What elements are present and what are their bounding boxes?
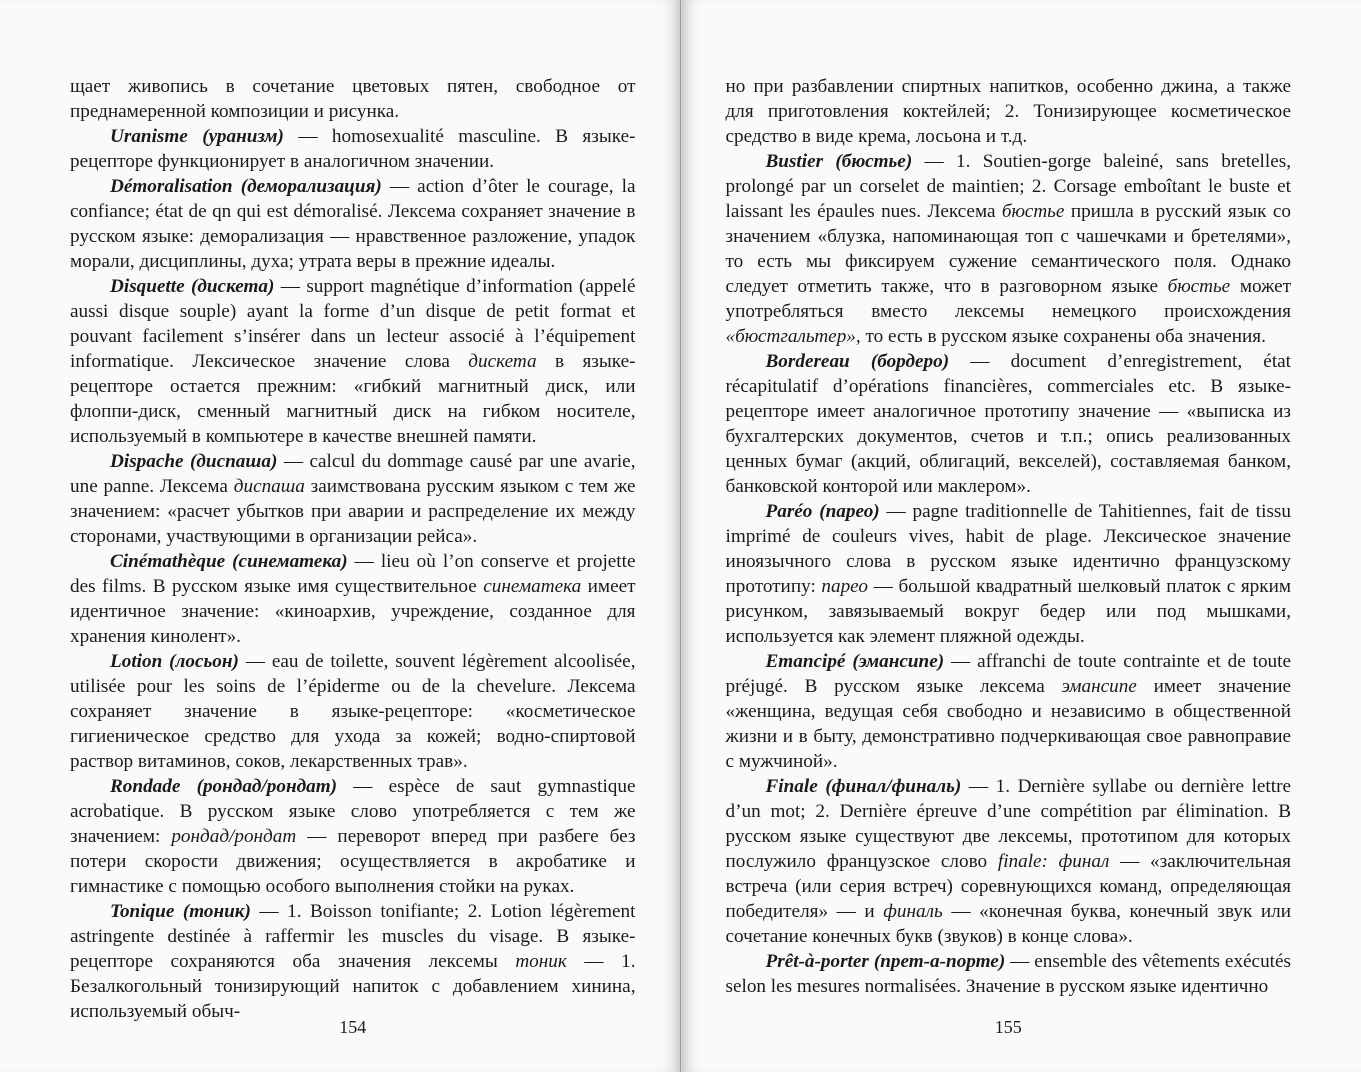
left-page-text xyxy=(70,74,636,1024)
entry-headword: Cinémathèque (синематека) xyxy=(110,551,348,572)
entry-paragraph: Finale (финал/финаль) — 1. Dernière syllabe ou dernière lettre d’un mot; 2. Dernière épreuve d’une compétition par élimination. В русском языке существуют две лексемы, прототипом для которых послужило французское слово finale: финал — «заключительная встреча (или серия встреч) соревнующихся команд, определяющая победителя» — и финаль — «конечная буква, конечный звук или сочетание конечных букв (звуков) в конце слова». xyxy=(725,776,1292,947)
entry-paragraph: Démoralisation (деморализация) — action d’ôter le courage, la confiance; état de qn qui est démoralisé. Лексема сохраняет значение в русском языке: деморализация — нравственное разложение, упадок морали, дисциплины, духа; утрата веры в прежние идеалы. xyxy=(70,176,636,272)
right-page xyxy=(682,0,1361,1072)
entry-headword: Emancipé (эмансипе) xyxy=(765,651,945,672)
right-page-text xyxy=(726,74,1292,999)
entry-headword: Bustier (бюстье) xyxy=(765,151,913,172)
entry-paragraph: Bustier (бюстье) — 1. Soutien-gorge baleiné, sans bretelles, prolongé par un corselet de maintien; 2. Corsage emboîtant le buste et laissant les épaules nues. Лексема бюстье пришла в русский язык со значением «блузка, напоминающая топ с чашечками и бретелями», то есть мы фиксируем сужение семантического поля. Однако следует отметить также, что в разговорном языке бюстье может употребляться вместо лексемы немецкого происхождения «бюстгальтер», то есть в русском языке сохранены оба значения. xyxy=(725,151,1291,347)
entry-paragraph: Disquette (дискета) — support magnétique d’information (appelé aussi disque souple) ayant la forme d’un disque de petit format et pouvant facilement s’insérer dans un lecteur associé à l’équipement informatique. Лексическое значение слова дискета в языке-рецепторе остается прежним: «гибкий магнитный диск, или флоппи-диск, сменный магнитный диск на гибком носителе, используемый в компьютере в качестве внешней памяти. xyxy=(70,276,636,447)
entry-headword: Démoralisation (деморализация) xyxy=(110,176,382,197)
entry-paragraph: Tonique (тоник) — 1. Boisson tonifiante; 2. Lotion légèrement astringente destinée à raffermir les muscles du visage. В языке-рецепторе сохраняются оба значения лексемы тоник — 1. Безалкогольный тонизирующий напиток с добавлением хинина, используемый обыч- xyxy=(70,901,636,1022)
entry-paragraph: Paréo (парео) — pagne traditionnelle de Tahitiennes, fait de tissu imprimé de couleurs vives, habit de plage. Лексическое значение иноязычного слова в русском языке идентично французскому прототипу: парео — большой квадратный шелковый платок с ярким рисунком, завязываемый вокруг бедер или под мышками, используется как элемент пляжной одежды. xyxy=(725,501,1291,647)
entry-headword: Prêt-à-porter (прет-а-порте) xyxy=(765,951,1006,972)
entry-paragraph: Prêt-à-porter (прет-а-порте) — ensemble des vêtements exécutés selon les mesures normalisées. Значение в русском языке идентично xyxy=(725,951,1291,997)
entry-paragraph: Bordereau (бордеро) — document d’enregistrement, état récapitulatif d’opérations financières, commerciales etc. В языке-рецепторе имеет аналогичное прототипу значение — «выписка из бухгалтерских документов, счетов и т.п.; опись реализованных ценных бумаг (акций, облигаций, векселей), составляемая банком, банковской конторой или маклером». xyxy=(725,351,1291,497)
book-gutter xyxy=(680,0,681,1072)
entry-headword: Finale (финал/финаль) xyxy=(765,776,962,797)
entry-headword: Dispache (диспаша) xyxy=(110,451,278,472)
continuation-paragraph: щает живопись в сочетание цветовых пятен, свободное от преднамеренной композиции и рисунка. xyxy=(70,76,636,122)
page-number: 155 xyxy=(994,1017,1022,1037)
entry-headword: Disquette (дискета) xyxy=(110,276,275,297)
entry-headword: Uranisme (уранизм) xyxy=(110,126,284,147)
left-page xyxy=(0,0,680,1072)
entry-paragraph: Emancipé (эмансипе) — affranchi de toute contrainte et de toute préjugé. В русском языке лексема эмансипе имеет значение «женщина, ведущая себя свободно и независимо в общественной жизни и в быту, демонстративно подчеркивающая свое равноправие с мужчиной». xyxy=(725,651,1291,772)
entry-headword: Lotion (лосьон) xyxy=(110,651,239,672)
entry-paragraph: Rondade (рондад/рондат) — espèce de saut gymnastique acrobatique. В русском языке слово употребляется с тем же значением: рондад/рондат — переворот вперед при разбеге без потери скорости движения; осуществляется в акробатике и гимнастике с помощью особого выполнения стойки на руках. xyxy=(70,776,636,897)
entry-headword: Paréo (парео) xyxy=(765,501,880,522)
entry-paragraph: Cinémathèque (синематека) — lieu où l’on conserve et projette des films. В русском языке имя существительное синематека имеет идентичное значение: «киноархив, учреждение, созданное для хранения кинолент». xyxy=(70,551,636,647)
entry-headword: Tonique (тоник) xyxy=(110,901,251,922)
page-number: 154 xyxy=(339,1017,367,1037)
entry-headword: Bordereau (бордеро) xyxy=(765,351,950,372)
entry-headword: Rondade (рондад/рондат) xyxy=(110,776,338,797)
entry-paragraph: Dispache (диспаша) — calcul du dommage causé par une avarie, une panne. Лексема диспаша заимствована русским языком с тем же значением: «расчет убытков при аварии и распределение их между сторонами, участвующими в организации рейса». xyxy=(70,451,636,547)
entry-paragraph: Uranisme (уранизм) — homosexualité masculine. В языке-рецепторе функционирует в аналогичном значении. xyxy=(70,126,636,172)
continuation-paragraph: но при разбавлении спиртных напитков, особенно джина, а также для приготовления коктейлей; 2. Тонизирующее косметическое средство в виде крема, лосьона и т.д. xyxy=(725,76,1291,147)
entry-paragraph: Lotion (лосьон) — eau de toilette, souvent légèrement alcoolisée, utilisée pour les soins de l’épiderme ou de la chevelure. Лексема сохраняет значение в языке-рецепторе: «косметическое гигиеническое средство для ухода за кожей; водно-спиртовой раствор витаминов, соков, лекарственных трав». xyxy=(70,651,636,772)
